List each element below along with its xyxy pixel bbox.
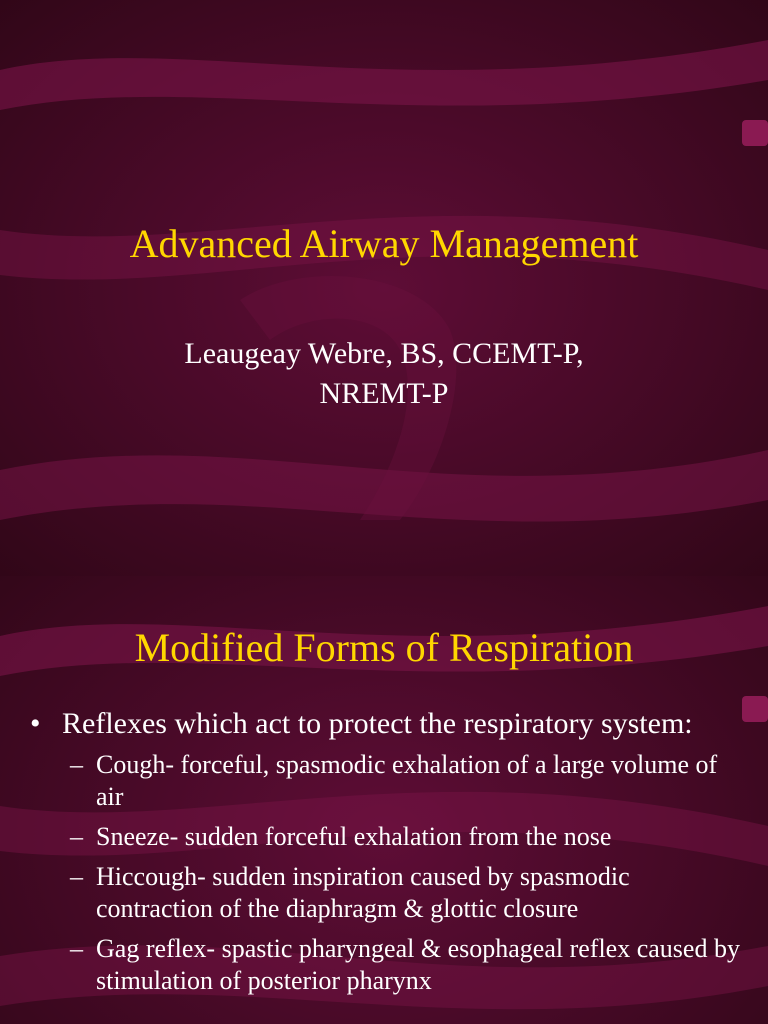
slide-content bbox=[0, 576, 768, 1024]
dash-icon: – bbox=[70, 750, 83, 779]
sub-item-sneeze bbox=[30, 821, 750, 853]
dash-icon: – bbox=[70, 822, 83, 851]
dash-icon: – bbox=[70, 862, 83, 891]
slide-2-body bbox=[30, 706, 750, 1005]
bullet-item bbox=[30, 706, 750, 741]
dash-icon: – bbox=[70, 934, 83, 963]
sub-item-text: Gag reflex- spastic pharyngeal & esophageal reflex caused by stimulation of posterior pharynx bbox=[96, 934, 740, 995]
sub-list bbox=[30, 749, 750, 997]
sub-item-text: Hiccough- sudden inspiration caused by spasmodic contraction of the diaphragm & glottic closure bbox=[96, 862, 630, 923]
subtitle-line-2: NREMT-P bbox=[319, 377, 449, 410]
bullet-text: Reflexes which act to protect the respiratory system: bbox=[62, 707, 693, 740]
subtitle-line-1: Leaugeay Webre, BS, CCEMT-P, bbox=[184, 337, 584, 370]
sub-item-text: Cough- forceful, spasmodic exhalation of a large volume of air bbox=[96, 750, 718, 811]
slide-1-subtitle bbox=[0, 334, 768, 414]
slide-2-title: Modified Forms of Respiration bbox=[134, 625, 634, 670]
bullet-icon: • bbox=[30, 707, 41, 740]
sub-item-gag-reflex bbox=[30, 933, 750, 997]
slide-1-title: Advanced Airway Management bbox=[129, 221, 639, 266]
sub-item-cough bbox=[30, 749, 750, 813]
sub-item-text: Sneeze- sudden forceful exhalation from the nose bbox=[96, 822, 612, 851]
sub-item-hiccough bbox=[30, 861, 750, 925]
